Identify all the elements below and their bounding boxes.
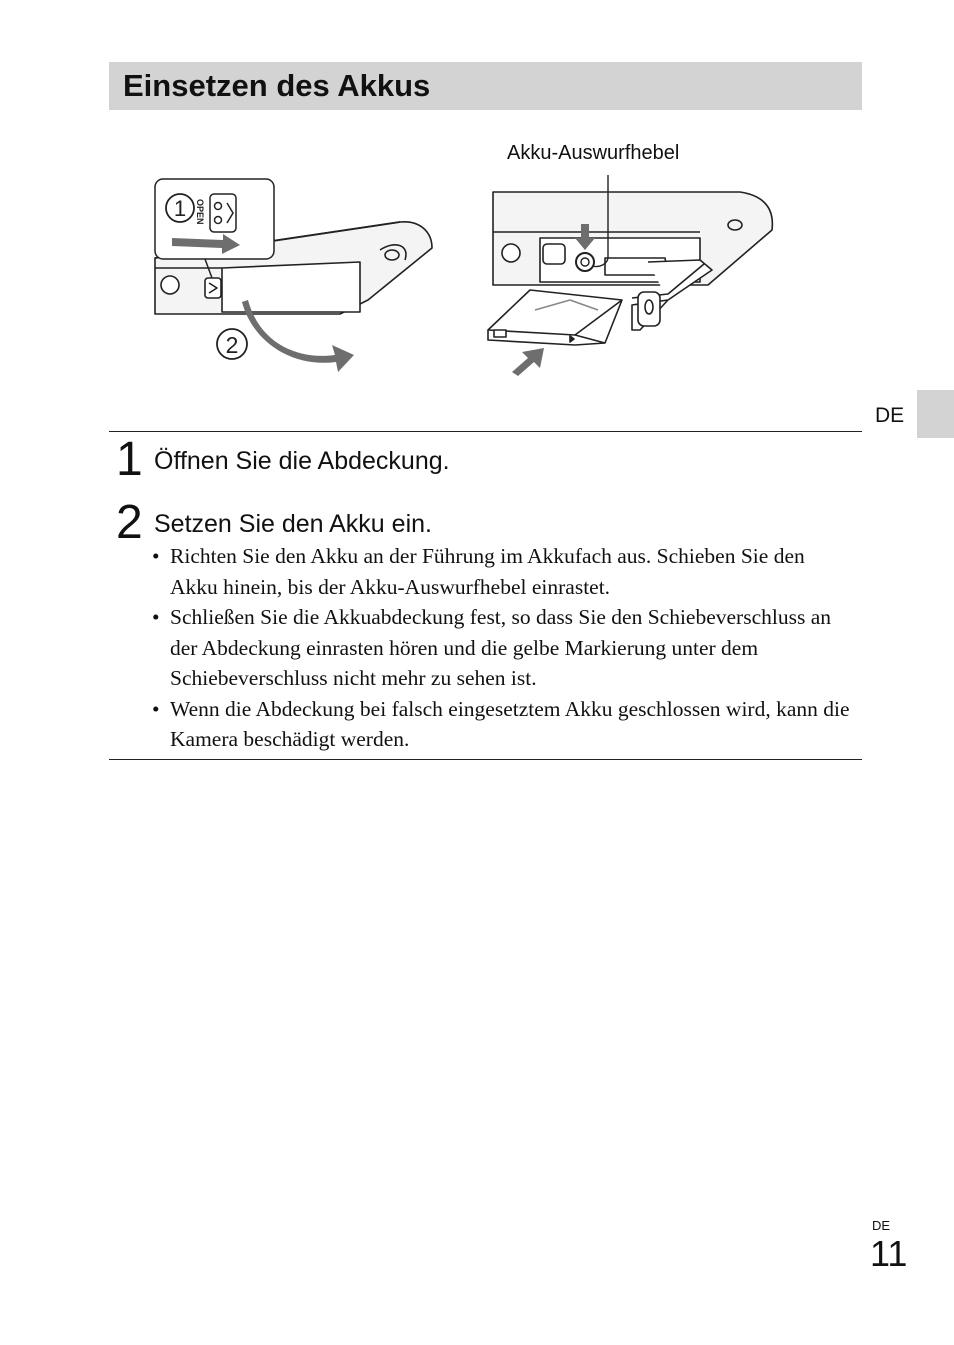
step-marker-2 xyxy=(217,329,247,359)
step-1-text: Öffnen Sie die Abdeckung. xyxy=(154,447,450,475)
bullet-icon: • xyxy=(152,605,160,629)
bullet-item: • Richten Sie den Akku an der Führung im Akkufach aus. Schieben Sie den Akku hinein, bis der Akku-Auswurfhebel einrastet. xyxy=(152,541,852,602)
footer-language: DE xyxy=(872,1218,891,1233)
step-2-text: Setzen Sie den Akku ein. xyxy=(154,510,432,538)
bullet-item: • Wenn die Abdeckung bei falsch eingesetztem Akku geschlossen wird, kann die Kamera beschädigt werden. xyxy=(152,694,852,755)
bullet-icon: • xyxy=(152,544,160,568)
top-divider xyxy=(109,431,862,432)
language-label: DE xyxy=(875,404,905,427)
page-number: 11 xyxy=(870,1233,908,1274)
step-2-number: 2 xyxy=(116,496,143,549)
page-title: Einsetzen des Akkus xyxy=(123,68,431,103)
bullet-icon: • xyxy=(152,696,160,721)
bottom-divider xyxy=(109,759,862,760)
insert-battery-arrow-icon xyxy=(512,348,544,376)
callout-eject-lever-label: Akku-Auswurfhebel xyxy=(507,142,680,164)
open-lock-label: OPEN xyxy=(195,199,205,225)
language-tab xyxy=(917,390,954,438)
instruction-bullet-list xyxy=(152,541,852,755)
step-1-number: 1 xyxy=(116,433,143,486)
svg-text:1: 1 xyxy=(173,196,187,221)
svg-text:2: 2 xyxy=(225,332,239,358)
step-marker-1 xyxy=(166,194,194,222)
bullet-item: • Schließen Sie die Akkuabdeckung fest, so dass Sie den Schiebeverschluss an der Abdeckung einrasten hören und die gelbe Markierung unter dem Schiebeverschluss nicht mehr zu sehen ist. xyxy=(152,602,852,694)
battery-insertion-illustration xyxy=(0,0,954,420)
battery-illustration xyxy=(488,290,622,345)
